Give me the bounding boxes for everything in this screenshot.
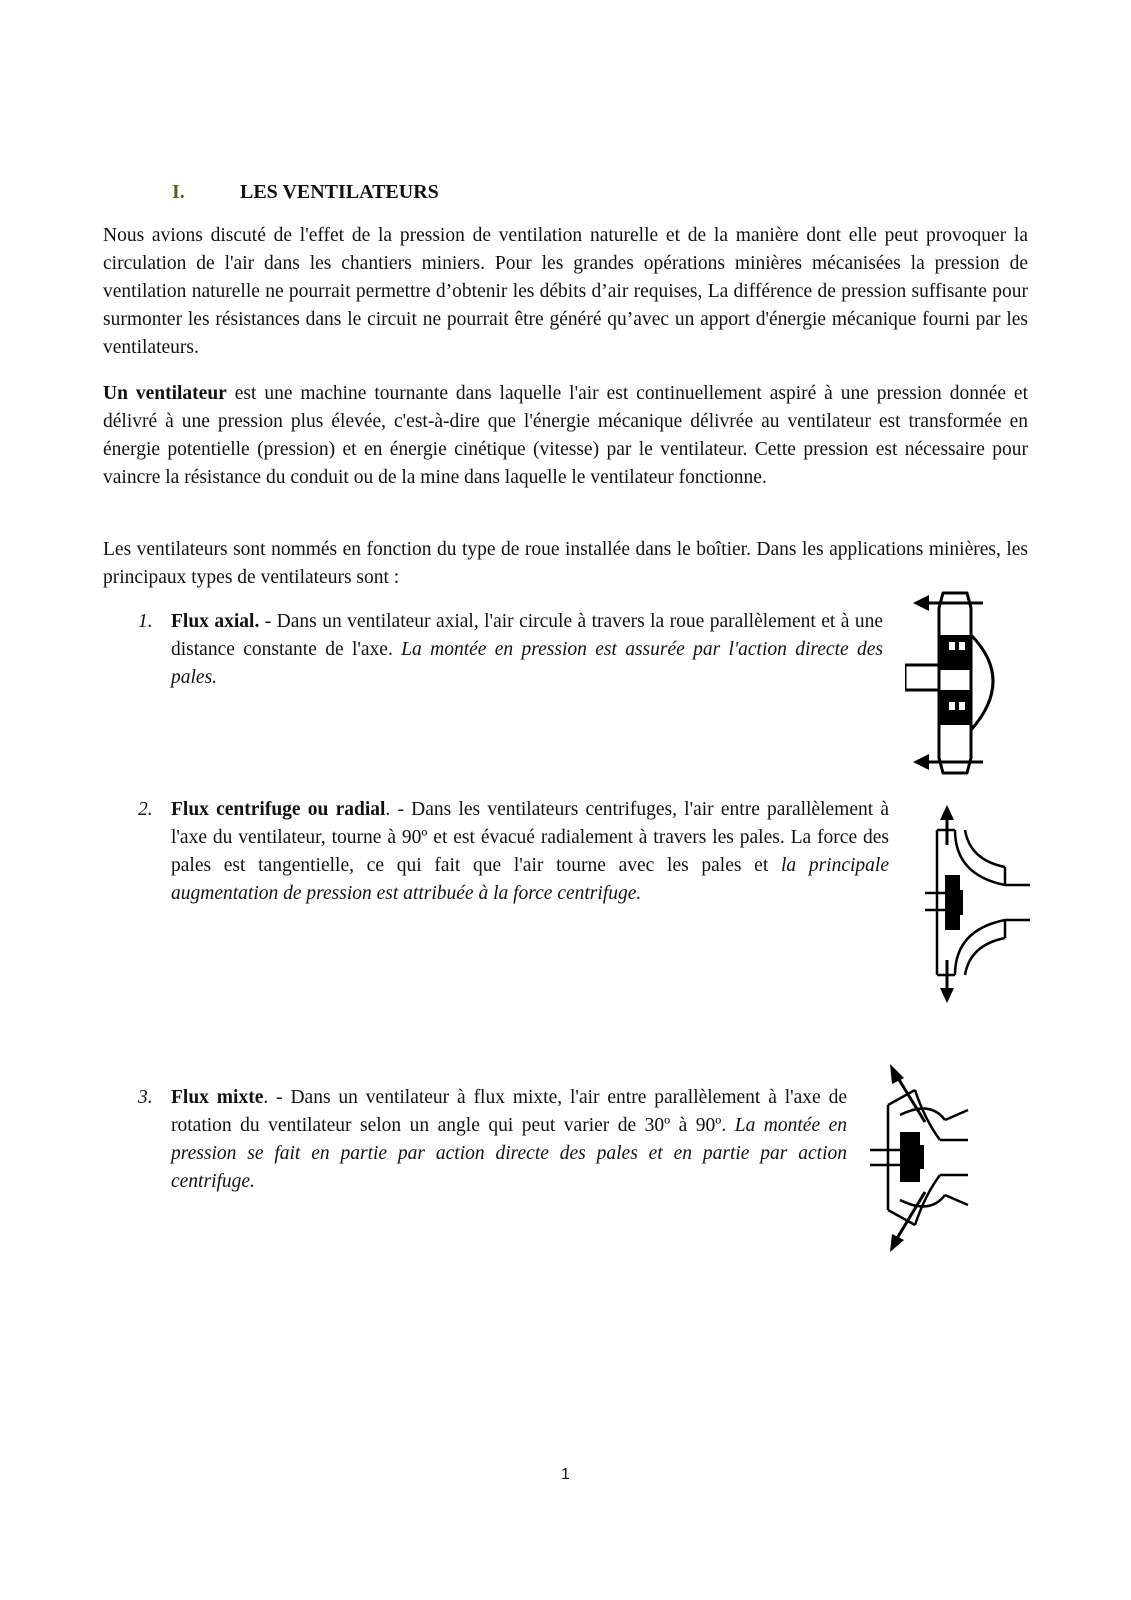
- item-term: Flux centrifuge ou radial: [171, 799, 386, 820]
- list-item-mixed: [138, 1084, 847, 1196]
- centrifugal-fan-diagram: [925, 805, 1035, 1005]
- list-item-axial: [138, 608, 883, 692]
- axial-fan-diagram: [905, 590, 1035, 775]
- item-text: . - Dans les ventilateurs centrifuges, l'air entre parallèlement à l'axe du ventilateur, tourne à 90º et est évacué radialement à travers les pales. La force des pales est tangentielle, ce qui fait que l'air tourne avec les pales et: [171, 799, 889, 876]
- section-title: LES VENTILATEURS: [240, 181, 439, 203]
- section-heading: [172, 181, 439, 204]
- section-number: I.: [172, 181, 185, 203]
- definition-term: Un ventilateur: [103, 383, 227, 404]
- paragraph-definition: [103, 380, 1028, 492]
- paragraph-types: Les ventilateurs sont nommés en fonction du type de roue installée dans le boîtier. Dans les applications minières, les principaux types de ventilateurs sont :: [103, 539, 1028, 588]
- item-text: - Dans un ventilateur axial, l'air circule à travers la roue parallèlement et à une distance constante de l'axe.: [171, 611, 883, 660]
- mixed-flow-fan-diagram: [870, 1060, 1000, 1260]
- list-marker: 3.: [138, 1087, 153, 1108]
- list-marker: 1.: [138, 611, 153, 632]
- item-text: . - Dans un ventilateur à flux mixte, l'air entre parallèlement à l'axe de rotation du ventilateur selon un angle qui peut varier de 30º à 90º.: [171, 1087, 847, 1136]
- item-italic: la principale augmentation de pression est attribuée à la force centrifuge.: [171, 855, 889, 904]
- page-number: 1: [561, 1466, 570, 1483]
- item-italic: La montée en pression est assurée par l'action directe des pales.: [171, 639, 883, 688]
- definition-text: est une machine tournante dans laquelle l'air est continuellement aspiré à une pression donnée et délivré à une pression plus élevée, c'est-à-dire que l'énergie mécanique délivrée au ventilateur est transformée en énergie potentielle (pression) et en énergie cinétique (vitesse) par le ventilateur. Cette pression est nécessaire pour vaincre la résistance du conduit ou de la mine dans laquelle le ventilateur fonctionne.: [103, 383, 1029, 488]
- item-term: Flux mixte: [171, 1087, 264, 1108]
- list-marker: 2.: [138, 799, 153, 820]
- item-italic: La montée en pression se fait en partie par action directe des pales et en partie par action centrifuge.: [171, 1115, 847, 1192]
- list-item-centrifugal: [138, 796, 889, 908]
- item-term: Flux axial.: [171, 611, 260, 632]
- paragraph-intro: Nous avions discuté de l'effet de la pression de ventilation naturelle et de la manière dont elle peut provoquer la circulation de l'air dans les chantiers miniers. Pour les grandes opérations minières mécanisées la pression de ventilation naturelle ne pourrait permettre d’obtenir les débits d’air requises, La différence de pression suffisante pour surmonter les résistances dans le circuit ne pourrait être généré qu’avec un apport d'énergie mécanique fourni par les ventilateurs.: [103, 225, 1028, 358]
